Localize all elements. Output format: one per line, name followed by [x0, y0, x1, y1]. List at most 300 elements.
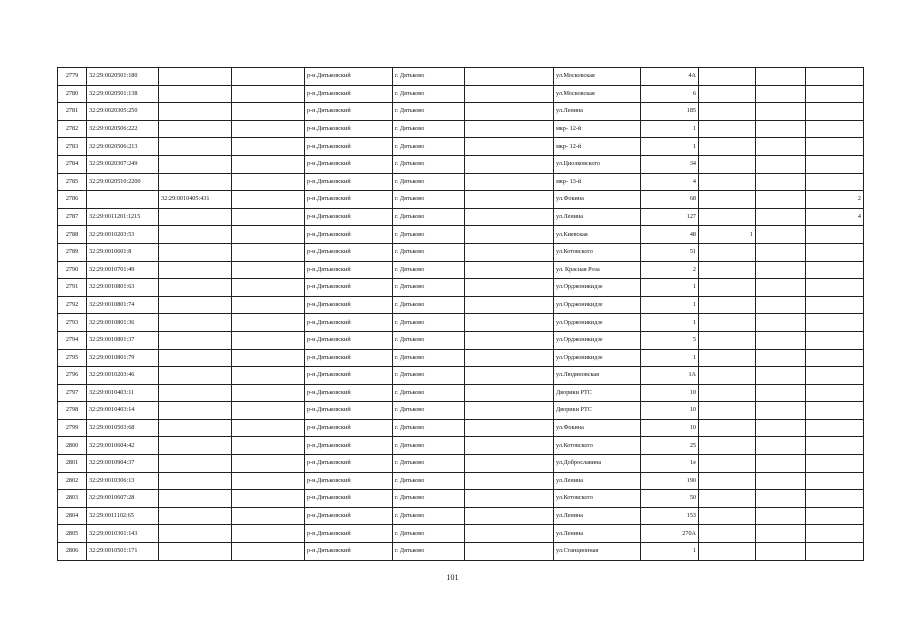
cadastral-number-alt-cell	[159, 419, 232, 437]
city-cell: г. Дятьково	[393, 103, 465, 121]
blank-cell	[756, 455, 806, 473]
district-cell: р-н.Дятьковский	[305, 191, 393, 209]
city-cell: г. Дятьково	[393, 85, 465, 103]
district-cell: р-н.Дятьковский	[305, 120, 393, 138]
blank-cell	[465, 472, 554, 490]
blank-cell	[232, 384, 305, 402]
blank-cell	[465, 191, 554, 209]
registry-table	[57, 67, 864, 561]
cadastral-number-alt-cell	[159, 367, 232, 385]
blank-cell	[232, 437, 305, 455]
district-cell: р-н.Дятьковский	[305, 331, 393, 349]
street-cell: ул.Орджоникидзе	[554, 279, 641, 297]
district-cell: р-н.Дятьковский	[305, 384, 393, 402]
blank-cell	[465, 419, 554, 437]
city-cell: г. Дятьково	[393, 402, 465, 420]
cadastral-number-alt-cell	[159, 155, 232, 173]
cadastral-number-alt-cell	[159, 208, 232, 226]
cadastral-number-cell: 32:29:0010601:8	[87, 243, 159, 261]
district-cell: р-н.Дятьковский	[305, 455, 393, 473]
house-number-cell: 153	[641, 507, 699, 525]
table-row	[58, 314, 864, 332]
blank-cell	[232, 402, 305, 420]
district-cell: р-н.Дятьковский	[305, 314, 393, 332]
table-row	[58, 208, 864, 226]
blank-cell	[465, 296, 554, 314]
city-cell: г. Дятьково	[393, 261, 465, 279]
row-number-cell: 2794	[58, 331, 87, 349]
district-cell: р-н.Дятьковский	[305, 437, 393, 455]
city-cell: г. Дятьково	[393, 455, 465, 473]
district-cell: р-н.Дятьковский	[305, 155, 393, 173]
table-row	[58, 68, 864, 86]
house-number-cell: 1	[641, 279, 699, 297]
street-cell: ул.Орджоникидзе	[554, 314, 641, 332]
blank-cell	[232, 191, 305, 209]
cadastral-number-alt-cell	[159, 120, 232, 138]
cadastral-number-cell	[87, 191, 159, 209]
street-cell: ул.Московская	[554, 68, 641, 86]
house-number-cell: 270А	[641, 525, 699, 543]
extra-value-cell	[699, 155, 756, 173]
cadastral-number-alt-cell	[159, 384, 232, 402]
cadastral-number-alt-cell	[159, 490, 232, 508]
table-row	[58, 103, 864, 121]
cadastral-number-cell: 32:29:0011102:65	[87, 507, 159, 525]
row-number-cell: 2787	[58, 208, 87, 226]
house-number-cell: 10	[641, 402, 699, 420]
row-number-cell: 2782	[58, 120, 87, 138]
blank-cell	[465, 279, 554, 297]
blank-cell	[232, 367, 305, 385]
street-cell: ул.Ленина	[554, 103, 641, 121]
cadastral-number-cell: 32:29:0010801:63	[87, 279, 159, 297]
extra-value-cell	[806, 455, 864, 473]
blank-cell	[756, 419, 806, 437]
house-number-cell: 68	[641, 191, 699, 209]
street-cell: ул.Киевская	[554, 226, 641, 244]
extra-value-cell	[806, 525, 864, 543]
blank-cell	[756, 120, 806, 138]
cadastral-number-alt-cell	[159, 279, 232, 297]
extra-value-cell	[699, 314, 756, 332]
house-number-cell: 34	[641, 155, 699, 173]
house-number-cell: 2	[641, 261, 699, 279]
blank-cell	[232, 261, 305, 279]
extra-value-cell	[806, 138, 864, 156]
house-number-cell: 127	[641, 208, 699, 226]
blank-cell	[232, 525, 305, 543]
street-cell: ул.Ленина	[554, 507, 641, 525]
cadastral-number-alt-cell	[159, 455, 232, 473]
row-number-cell: 2796	[58, 367, 87, 385]
cadastral-number-cell: 32:29:0010904:37	[87, 455, 159, 473]
cadastral-number-alt-cell: 32:29:0010405:431	[159, 191, 232, 209]
cadastral-number-cell: 32:29:0010403:14	[87, 402, 159, 420]
house-number-cell: 1	[641, 120, 699, 138]
cadastral-number-cell: 32:29:0010503:68	[87, 419, 159, 437]
street-cell: Дворики РТС	[554, 384, 641, 402]
blank-cell	[465, 226, 554, 244]
extra-value-cell	[699, 85, 756, 103]
table-row	[58, 507, 864, 525]
house-number-cell: 1	[641, 296, 699, 314]
cadastral-number-cell: 32:29:0010403:11	[87, 384, 159, 402]
blank-cell	[232, 85, 305, 103]
table-row	[58, 384, 864, 402]
city-cell: г. Дятьково	[393, 296, 465, 314]
page-number: 101	[446, 573, 459, 582]
house-number-cell: 10	[641, 419, 699, 437]
blank-cell	[232, 103, 305, 121]
street-cell: ул.Котовского	[554, 243, 641, 261]
blank-cell	[756, 243, 806, 261]
blank-cell	[465, 349, 554, 367]
row-number-cell: 2802	[58, 472, 87, 490]
extra-value-cell	[699, 173, 756, 191]
extra-value-cell	[699, 103, 756, 121]
street-cell: ул.Московская	[554, 85, 641, 103]
extra-value-cell: 4	[806, 208, 864, 226]
cadastral-number-alt-cell	[159, 243, 232, 261]
street-cell: ул.Орджоникидзе	[554, 296, 641, 314]
city-cell: г. Дятьково	[393, 543, 465, 561]
blank-cell	[232, 279, 305, 297]
district-cell: р-н.Дятьковский	[305, 279, 393, 297]
table-row	[58, 226, 864, 244]
street-cell: Дворики РТС	[554, 402, 641, 420]
house-number-cell: 5	[641, 331, 699, 349]
table-row	[58, 138, 864, 156]
cadastral-number-cell: 32:29:0010701:49	[87, 261, 159, 279]
table-row	[58, 349, 864, 367]
street-cell: ул.Ленина	[554, 525, 641, 543]
blank-cell	[232, 296, 305, 314]
district-cell: р-н.Дятьковский	[305, 226, 393, 244]
blank-cell	[465, 138, 554, 156]
blank-cell	[756, 208, 806, 226]
blank-cell	[756, 226, 806, 244]
blank-cell	[756, 261, 806, 279]
extra-value-cell	[699, 349, 756, 367]
house-number-cell: 50	[641, 490, 699, 508]
house-number-cell: 4А	[641, 68, 699, 86]
extra-value-cell	[806, 543, 864, 561]
cadastral-number-alt-cell	[159, 85, 232, 103]
street-cell: мкр- 12-й	[554, 138, 641, 156]
street-cell: мкр- 13-й	[554, 173, 641, 191]
house-number-cell: 1А	[641, 367, 699, 385]
row-number-cell: 2804	[58, 507, 87, 525]
table-row	[58, 85, 864, 103]
district-cell: р-н.Дятьковский	[305, 543, 393, 561]
blank-cell	[232, 314, 305, 332]
blank-cell	[756, 402, 806, 420]
cadastral-number-cell: 32:29:0010604:42	[87, 437, 159, 455]
extra-value-cell	[699, 437, 756, 455]
district-cell: р-н.Дятьковский	[305, 525, 393, 543]
row-number-cell: 2783	[58, 138, 87, 156]
blank-cell	[232, 138, 305, 156]
city-cell: г. Дятьково	[393, 155, 465, 173]
extra-value-cell	[806, 367, 864, 385]
blank-cell	[465, 455, 554, 473]
blank-cell	[465, 331, 554, 349]
cadastral-number-alt-cell	[159, 349, 232, 367]
row-number-cell: 2788	[58, 226, 87, 244]
street-cell: ул.Фокина	[554, 191, 641, 209]
blank-cell	[756, 472, 806, 490]
extra-value-cell: 2	[806, 191, 864, 209]
city-cell: г. Дятьково	[393, 419, 465, 437]
blank-cell	[756, 138, 806, 156]
table-row	[58, 455, 864, 473]
city-cell: г. Дятьково	[393, 191, 465, 209]
district-cell: р-н.Дятьковский	[305, 85, 393, 103]
city-cell: г. Дятьково	[393, 384, 465, 402]
cadastral-number-alt-cell	[159, 437, 232, 455]
extra-value-cell	[699, 455, 756, 473]
blank-cell	[232, 507, 305, 525]
blank-cell	[232, 208, 305, 226]
blank-cell	[465, 437, 554, 455]
blank-cell	[232, 455, 305, 473]
district-cell: р-н.Дятьковский	[305, 138, 393, 156]
blank-cell	[232, 490, 305, 508]
table-row	[58, 472, 864, 490]
city-cell: г. Дятьково	[393, 490, 465, 508]
street-cell: ул.Циолковского	[554, 155, 641, 173]
blank-cell	[756, 525, 806, 543]
house-number-cell: 1	[641, 349, 699, 367]
city-cell: г. Дятьково	[393, 279, 465, 297]
blank-cell	[756, 437, 806, 455]
extra-value-cell	[699, 296, 756, 314]
blank-cell	[756, 155, 806, 173]
blank-cell	[232, 173, 305, 191]
extra-value-cell	[806, 349, 864, 367]
extra-value-cell	[806, 261, 864, 279]
cadastral-number-alt-cell	[159, 331, 232, 349]
blank-cell	[465, 525, 554, 543]
house-number-cell: 51	[641, 243, 699, 261]
extra-value-cell	[806, 419, 864, 437]
city-cell: г. Дятьково	[393, 331, 465, 349]
row-number-cell: 2786	[58, 191, 87, 209]
blank-cell	[232, 419, 305, 437]
extra-value-cell: 1	[699, 226, 756, 244]
blank-cell	[465, 261, 554, 279]
blank-cell	[232, 155, 305, 173]
extra-value-cell	[699, 525, 756, 543]
blank-cell	[756, 349, 806, 367]
extra-value-cell	[806, 384, 864, 402]
cadastral-number-cell: 32:29:0010607:28	[87, 490, 159, 508]
cadastral-number-cell: 32:29:0010801:79	[87, 349, 159, 367]
district-cell: р-н.Дятьковский	[305, 173, 393, 191]
district-cell: р-н.Дятьковский	[305, 349, 393, 367]
city-cell: г. Дятьково	[393, 314, 465, 332]
row-number-cell: 2799	[58, 419, 87, 437]
district-cell: р-н.Дятьковский	[305, 472, 393, 490]
blank-cell	[232, 349, 305, 367]
house-number-cell: 10	[641, 384, 699, 402]
blank-cell	[465, 120, 554, 138]
city-cell: г. Дятьково	[393, 173, 465, 191]
extra-value-cell	[699, 507, 756, 525]
blank-cell	[756, 331, 806, 349]
extra-value-cell	[806, 437, 864, 455]
extra-value-cell	[806, 120, 864, 138]
district-cell: р-н.Дятьковский	[305, 419, 393, 437]
district-cell: р-н.Дятьковский	[305, 243, 393, 261]
row-number-cell: 2790	[58, 261, 87, 279]
city-cell: г. Дятьково	[393, 437, 465, 455]
city-cell: г. Дятьково	[393, 367, 465, 385]
city-cell: г. Дятьково	[393, 208, 465, 226]
blank-cell	[465, 155, 554, 173]
extra-value-cell	[699, 490, 756, 508]
blank-cell	[756, 314, 806, 332]
city-cell: г. Дятьково	[393, 226, 465, 244]
city-cell: г. Дятьково	[393, 507, 465, 525]
table-row	[58, 191, 864, 209]
blank-cell	[465, 173, 554, 191]
city-cell: г. Дятьково	[393, 120, 465, 138]
blank-cell	[232, 226, 305, 244]
row-number-cell: 2803	[58, 490, 87, 508]
table-row	[58, 437, 864, 455]
house-number-cell: 25	[641, 437, 699, 455]
extra-value-cell	[806, 472, 864, 490]
cadastral-number-cell: 32:29:0010306:13	[87, 472, 159, 490]
district-cell: р-н.Дятьковский	[305, 296, 393, 314]
row-number-cell: 2793	[58, 314, 87, 332]
blank-cell	[232, 331, 305, 349]
house-number-cell: 1	[641, 543, 699, 561]
row-number-cell: 2797	[58, 384, 87, 402]
blank-cell	[232, 243, 305, 261]
table-row	[58, 419, 864, 437]
street-cell: ул.Орджоникидзе	[554, 349, 641, 367]
table-row	[58, 525, 864, 543]
table-row	[58, 331, 864, 349]
house-number-cell: 190	[641, 472, 699, 490]
blank-cell	[756, 543, 806, 561]
district-cell: р-н.Дятьковский	[305, 490, 393, 508]
cadastral-number-cell: 32:29:0020501:138	[87, 85, 159, 103]
blank-cell	[465, 384, 554, 402]
table-row	[58, 173, 864, 191]
city-cell: г. Дятьково	[393, 243, 465, 261]
street-cell: ул.Котовского	[554, 437, 641, 455]
cadastral-number-cell: 32:29:0020506:213	[87, 138, 159, 156]
street-cell: ул.Доброславина	[554, 455, 641, 473]
row-number-cell: 2800	[58, 437, 87, 455]
table-row	[58, 367, 864, 385]
row-number-cell: 2795	[58, 349, 87, 367]
blank-cell	[232, 472, 305, 490]
cadastral-number-alt-cell	[159, 543, 232, 561]
extra-value-cell	[806, 314, 864, 332]
street-cell: ул.Фокина	[554, 419, 641, 437]
table-row	[58, 243, 864, 261]
extra-value-cell	[806, 155, 864, 173]
house-number-cell: 1	[641, 138, 699, 156]
cadastral-number-cell: 32:29:0010501:171	[87, 543, 159, 561]
row-number-cell: 2789	[58, 243, 87, 261]
house-number-cell: 185	[641, 103, 699, 121]
cadastral-number-alt-cell	[159, 472, 232, 490]
table-row	[58, 490, 864, 508]
blank-cell	[756, 296, 806, 314]
blank-cell	[465, 490, 554, 508]
blank-cell	[465, 243, 554, 261]
city-cell: г. Дятьково	[393, 138, 465, 156]
blank-cell	[465, 314, 554, 332]
table-row	[58, 296, 864, 314]
blank-cell	[465, 402, 554, 420]
row-number-cell: 2785	[58, 173, 87, 191]
cadastral-number-cell: 32:29:0020307:249	[87, 155, 159, 173]
extra-value-cell	[806, 103, 864, 121]
extra-value-cell	[806, 507, 864, 525]
blank-cell	[465, 85, 554, 103]
extra-value-cell	[806, 296, 864, 314]
blank-cell	[232, 68, 305, 86]
street-cell: ул. Красная Роза	[554, 261, 641, 279]
extra-value-cell	[699, 367, 756, 385]
extra-value-cell	[806, 243, 864, 261]
row-number-cell: 2784	[58, 155, 87, 173]
cadastral-number-cell: 32:29:0010801:36	[87, 314, 159, 332]
extra-value-cell	[806, 279, 864, 297]
district-cell: р-н.Дятьковский	[305, 103, 393, 121]
district-cell: р-н.Дятьковский	[305, 402, 393, 420]
table-row	[58, 155, 864, 173]
cadastral-number-cell: 32:29:0010301:143	[87, 525, 159, 543]
blank-cell	[756, 367, 806, 385]
row-number-cell: 2805	[58, 525, 87, 543]
table-row	[58, 120, 864, 138]
house-number-cell: 6	[641, 85, 699, 103]
row-number-cell: 2781	[58, 103, 87, 121]
house-number-cell: 1	[641, 314, 699, 332]
cadastral-number-alt-cell	[159, 226, 232, 244]
extra-value-cell	[699, 384, 756, 402]
cadastral-number-cell: 32:29:0020506:222	[87, 120, 159, 138]
table-row	[58, 402, 864, 420]
extra-value-cell	[699, 138, 756, 156]
district-cell: р-н.Дятьковский	[305, 367, 393, 385]
cadastral-number-cell: 32:29:0010801:74	[87, 296, 159, 314]
extra-value-cell	[699, 191, 756, 209]
blank-cell	[756, 507, 806, 525]
cadastral-number-alt-cell	[159, 138, 232, 156]
cadastral-number-cell: 32:29:0020510:2200	[87, 173, 159, 191]
cadastral-number-alt-cell	[159, 261, 232, 279]
street-cell: ул.Станционная	[554, 543, 641, 561]
city-cell: г. Дятьково	[393, 349, 465, 367]
blank-cell	[756, 68, 806, 86]
district-cell: р-н.Дятьковский	[305, 507, 393, 525]
cadastral-number-alt-cell	[159, 402, 232, 420]
extra-value-cell	[699, 419, 756, 437]
cadastral-number-alt-cell	[159, 525, 232, 543]
cadastral-number-alt-cell	[159, 103, 232, 121]
cadastral-number-alt-cell	[159, 314, 232, 332]
blank-cell	[232, 120, 305, 138]
